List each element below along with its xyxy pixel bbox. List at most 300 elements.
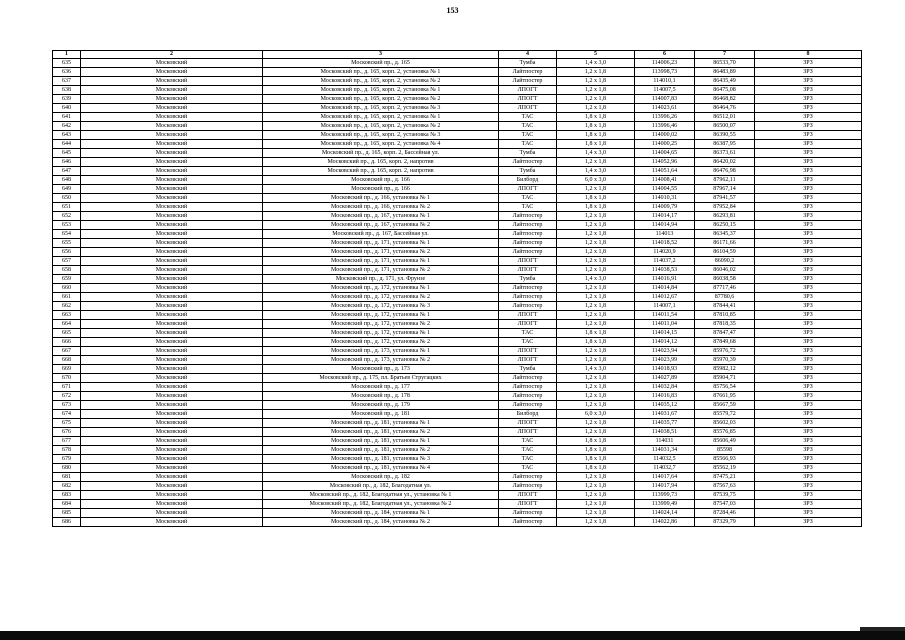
column-header: 3 xyxy=(263,51,499,59)
size-cell: 1,2 x 1,8 xyxy=(557,374,635,383)
coord-y-cell: 86390,55 xyxy=(695,131,755,140)
structure-type-cell: ТАС xyxy=(499,113,557,122)
address-cell: Московский пр., д. 172, установка № 1 xyxy=(263,311,499,320)
coord-x-cell: 114004,55 xyxy=(635,185,695,194)
row-number-cell: 640 xyxy=(53,104,81,113)
size-cell: 1,2 x 1,8 xyxy=(557,77,635,86)
structure-type-cell: Лайтпостер xyxy=(499,374,557,383)
row-number-cell: 637 xyxy=(53,77,81,86)
size-cell: 1,2 x 1,8 xyxy=(557,230,635,239)
coord-x-cell: 114018,52 xyxy=(635,239,695,248)
coord-x-cell: 114020,9 xyxy=(635,248,695,257)
structure-type-cell: ТАС xyxy=(499,455,557,464)
column-header: 8 xyxy=(755,51,862,59)
coord-y-cell: 85970,39 xyxy=(695,356,755,365)
district-cell: Московский xyxy=(81,365,263,374)
district-cell: Московский xyxy=(81,428,263,437)
zone-cell: ЗРЗ xyxy=(755,167,862,176)
coord-x-cell: 114017,64 xyxy=(635,473,695,482)
size-cell: 1,2 x 1,8 xyxy=(557,419,635,428)
coord-x-cell: 114035,77 xyxy=(635,419,695,428)
district-cell: Московский xyxy=(81,347,263,356)
zone-cell: ЗРЗ xyxy=(755,248,862,257)
zone-cell: ЗРЗ xyxy=(755,518,862,527)
table-row xyxy=(53,473,862,482)
structure-type-cell: Билборд xyxy=(499,176,557,185)
table-body xyxy=(53,59,862,527)
zone-cell: ЗРЗ xyxy=(755,509,862,518)
address-cell: Московский пр., д. 172, установка № 1 xyxy=(263,284,499,293)
address-cell: Московский пр., д. 173, установка № 2 xyxy=(263,356,499,365)
address-cell: Московский пр., д. 171, установка № 1 xyxy=(263,239,499,248)
coord-y-cell: 87329,79 xyxy=(695,518,755,527)
coord-y-cell: 87567,63 xyxy=(695,482,755,491)
coord-x-cell: 114008,41 xyxy=(635,176,695,185)
district-cell: Московский xyxy=(81,491,263,500)
row-number-cell: 666 xyxy=(53,338,81,347)
table-row xyxy=(53,383,862,392)
table-row xyxy=(53,437,862,446)
address-cell: Московский пр., д. 182, Благодатная ул., установка № 1 xyxy=(263,491,499,500)
coord-y-cell: 85566,93 xyxy=(695,455,755,464)
address-cell: Московский пр., д. 182, Благодатная ул. xyxy=(263,482,499,491)
zone-cell: ЗРЗ xyxy=(755,185,862,194)
coord-y-cell: 86373,61 xyxy=(695,149,755,158)
structure-type-cell: ЛПОГТ xyxy=(499,104,557,113)
coord-x-cell: 113999,73 xyxy=(635,491,695,500)
coord-y-cell: 86345,37 xyxy=(695,230,755,239)
district-cell: Московский xyxy=(81,401,263,410)
address-cell: Московский пр., д. 165, корп. 2, установка № 3 xyxy=(263,131,499,140)
size-cell: 1,2 x 1,8 xyxy=(557,95,635,104)
table-row xyxy=(53,68,862,77)
coord-x-cell: 114000,25 xyxy=(635,140,695,149)
coord-y-cell: 86293,81 xyxy=(695,212,755,221)
row-number-cell: 646 xyxy=(53,158,81,167)
row-number-cell: 683 xyxy=(53,491,81,500)
size-cell: 1,2 x 1,8 xyxy=(557,383,635,392)
column-header: 1 xyxy=(53,51,81,59)
coord-x-cell: 114010,1 xyxy=(635,77,695,86)
zone-cell: ЗРЗ xyxy=(755,131,862,140)
size-cell: 1,8 x 1,8 xyxy=(557,194,635,203)
coord-y-cell: 85982,12 xyxy=(695,365,755,374)
zone-cell: ЗРЗ xyxy=(755,149,862,158)
table-row xyxy=(53,329,862,338)
table-row xyxy=(53,401,862,410)
zone-cell: ЗРЗ xyxy=(755,464,862,473)
coord-x-cell: 114023,94 xyxy=(635,347,695,356)
coord-x-cell: 114006,23 xyxy=(635,59,695,68)
district-cell: Московский xyxy=(81,311,263,320)
size-cell: 1,2 x 1,8 xyxy=(557,482,635,491)
structure-type-cell: Лайтпостер xyxy=(499,158,557,167)
structure-type-cell: ТАС xyxy=(499,338,557,347)
column-header: 6 xyxy=(635,51,695,59)
row-number-cell: 641 xyxy=(53,113,81,122)
table-row xyxy=(53,221,862,230)
district-cell: Московский xyxy=(81,266,263,275)
address-cell: Московский пр., д. 165, корп. 2, установка № 1 xyxy=(263,86,499,95)
coord-y-cell: 87539,75 xyxy=(695,491,755,500)
size-cell: 1,2 x 1,8 xyxy=(557,221,635,230)
column-number-header-row xyxy=(53,51,862,59)
zone-cell: ЗРЗ xyxy=(755,113,862,122)
scan-bottom-edge xyxy=(0,631,905,640)
row-number-cell: 671 xyxy=(53,383,81,392)
coord-y-cell: 85756,54 xyxy=(695,383,755,392)
row-number-cell: 684 xyxy=(53,500,81,509)
structure-type-cell: ЛПОГТ xyxy=(499,347,557,356)
placement-table xyxy=(52,50,862,527)
coord-x-cell: 114011,04 xyxy=(635,320,695,329)
size-cell: 1,8 x 1,8 xyxy=(557,464,635,473)
district-cell: Московский xyxy=(81,320,263,329)
structure-type-cell: ТАС xyxy=(499,140,557,149)
structure-type-cell: Лайтпостер xyxy=(499,221,557,230)
table-row xyxy=(53,59,862,68)
size-cell: 1,4 x 3,0 xyxy=(557,365,635,374)
address-cell: Московский пр., д. 167, Бассейная ул. xyxy=(263,230,499,239)
zone-cell: ЗРЗ xyxy=(755,491,862,500)
address-cell: Московский пр., д. 166 xyxy=(263,176,499,185)
row-number-cell: 649 xyxy=(53,185,81,194)
address-cell: Московский пр., д. 165, корп. 2, установка № 2 xyxy=(263,95,499,104)
size-cell: 1,2 x 1,8 xyxy=(557,293,635,302)
zone-cell: ЗРЗ xyxy=(755,275,862,284)
row-number-cell: 657 xyxy=(53,257,81,266)
coord-x-cell: 114014,94 xyxy=(635,221,695,230)
structure-type-cell: Лайтпостер xyxy=(499,383,557,392)
size-cell: 1,8 x 1,8 xyxy=(557,113,635,122)
address-cell: Московский пр., д. 171, установка № 2 xyxy=(263,248,499,257)
size-cell: 1,2 x 1,8 xyxy=(557,347,635,356)
address-cell: Московский пр., д. 178 xyxy=(263,392,499,401)
coord-x-cell: 113998,73 xyxy=(635,68,695,77)
row-number-cell: 677 xyxy=(53,437,81,446)
size-cell: 1,2 x 1,8 xyxy=(557,104,635,113)
structure-type-cell: ЛПОГТ xyxy=(499,320,557,329)
coord-y-cell: 85904,71 xyxy=(695,374,755,383)
table-row xyxy=(53,185,862,194)
coord-x-cell: 114016,83 xyxy=(635,392,695,401)
address-cell: Московский пр., д. 181, установка № 1 xyxy=(263,419,499,428)
zone-cell: ЗРЗ xyxy=(755,140,862,149)
coord-y-cell: 87284,46 xyxy=(695,509,755,518)
row-number-cell: 656 xyxy=(53,248,81,257)
address-cell: Московский пр., д. 166, установка № 2 xyxy=(263,203,499,212)
coord-y-cell: 86475,08 xyxy=(695,86,755,95)
size-cell: 1,2 x 1,8 xyxy=(557,257,635,266)
table-row xyxy=(53,482,862,491)
table-row xyxy=(53,320,862,329)
table-row xyxy=(53,302,862,311)
size-cell: 6,0 x 3,0 xyxy=(557,176,635,185)
structure-type-cell: Тумба xyxy=(499,59,557,68)
coord-y-cell: 85602,03 xyxy=(695,419,755,428)
coord-y-cell: 87661,95 xyxy=(695,392,755,401)
row-number-cell: 670 xyxy=(53,374,81,383)
zone-cell: ЗРЗ xyxy=(755,455,862,464)
size-cell: 1,8 x 1,8 xyxy=(557,338,635,347)
row-number-cell: 643 xyxy=(53,131,81,140)
address-cell: Московский пр., д. 181, установка № 1 xyxy=(263,437,499,446)
row-number-cell: 648 xyxy=(53,176,81,185)
size-cell: 1,8 x 1,8 xyxy=(557,446,635,455)
table-row xyxy=(53,149,862,158)
address-cell: Московский пр., д. 171, установка № 1 xyxy=(263,257,499,266)
coord-y-cell: 86435,49 xyxy=(695,77,755,86)
coord-y-cell: 86171,66 xyxy=(695,239,755,248)
structure-type-cell: Лайтпостер xyxy=(499,239,557,248)
column-header: 5 xyxy=(557,51,635,59)
size-cell: 1,2 x 1,8 xyxy=(557,500,635,509)
coord-y-cell: 85606,49 xyxy=(695,437,755,446)
coord-x-cell: 114051,64 xyxy=(635,167,695,176)
district-cell: Московский xyxy=(81,167,263,176)
address-cell: Московский пр., д. 165, корп. 2, Бассейная ул. xyxy=(263,149,499,158)
table-row xyxy=(53,455,862,464)
table-row xyxy=(53,167,862,176)
table-row xyxy=(53,95,862,104)
size-cell: 1,2 x 1,8 xyxy=(557,86,635,95)
table-row xyxy=(53,410,862,419)
zone-cell: ЗРЗ xyxy=(755,176,862,185)
address-cell: Московский пр., д. 171, ул. Фрунзе xyxy=(263,275,499,284)
coord-x-cell: 114016,91 xyxy=(635,275,695,284)
row-number-cell: 675 xyxy=(53,419,81,428)
row-number-cell: 685 xyxy=(53,509,81,518)
district-cell: Московский xyxy=(81,482,263,491)
coord-y-cell: 85562,19 xyxy=(695,464,755,473)
structure-type-cell: Билборд xyxy=(499,410,557,419)
coord-y-cell: 86387,95 xyxy=(695,140,755,149)
size-cell: 1,2 x 1,8 xyxy=(557,212,635,221)
structure-type-cell: ТАС xyxy=(499,464,557,473)
row-number-cell: 659 xyxy=(53,275,81,284)
structure-type-cell: ЛПОГТ xyxy=(499,500,557,509)
table-row xyxy=(53,140,862,149)
table-row xyxy=(53,131,862,140)
address-cell: Московский пр., д. 167, установка № 2 xyxy=(263,221,499,230)
coord-y-cell: 86104,59 xyxy=(695,248,755,257)
structure-type-cell: Лайтпостер xyxy=(499,302,557,311)
table-row xyxy=(53,392,862,401)
size-cell: 1,2 x 1,8 xyxy=(557,248,635,257)
size-cell: 1,2 x 1,8 xyxy=(557,239,635,248)
coord-x-cell: 114014,15 xyxy=(635,329,695,338)
coord-x-cell: 114032,5 xyxy=(635,455,695,464)
coord-y-cell: 86046,02 xyxy=(695,266,755,275)
row-number-cell: 680 xyxy=(53,464,81,473)
zone-cell: ЗРЗ xyxy=(755,401,862,410)
district-cell: Московский xyxy=(81,122,263,131)
structure-type-cell: Лайтпостер xyxy=(499,284,557,293)
table-row xyxy=(53,293,862,302)
table-row xyxy=(53,194,862,203)
district-cell: Московский xyxy=(81,158,263,167)
structure-type-cell: Лайтпостер xyxy=(499,212,557,221)
address-cell: Московский пр., д. 165, корп. 2, установка № 4 xyxy=(263,140,499,149)
address-cell: Московский пр., д. 175, пл. Братьев Стругацких xyxy=(263,374,499,383)
district-cell: Московский xyxy=(81,104,263,113)
district-cell: Московский xyxy=(81,248,263,257)
row-number-cell: 661 xyxy=(53,293,81,302)
address-cell: Московский пр., д. 172, установка № 2 xyxy=(263,320,499,329)
address-cell: Московский пр., д. 177 xyxy=(263,383,499,392)
district-cell: Московский xyxy=(81,500,263,509)
zone-cell: ЗРЗ xyxy=(755,203,862,212)
coord-y-cell: 85579,72 xyxy=(695,410,755,419)
size-cell: 1,2 x 1,8 xyxy=(557,428,635,437)
table-row xyxy=(53,500,862,509)
address-cell: Московский пр., д. 184, установка № 1 xyxy=(263,509,499,518)
structure-type-cell: ТАС xyxy=(499,131,557,140)
zone-cell: ЗРЗ xyxy=(755,356,862,365)
district-cell: Московский xyxy=(81,86,263,95)
size-cell: 1,2 x 1,8 xyxy=(557,518,635,527)
coord-y-cell: 87810,85 xyxy=(695,311,755,320)
coord-x-cell: 114024,14 xyxy=(635,509,695,518)
coord-x-cell: 114007,83 xyxy=(635,95,695,104)
address-cell: Московский пр., д. 181 xyxy=(263,410,499,419)
table-row xyxy=(53,122,862,131)
district-cell: Московский xyxy=(81,176,263,185)
size-cell: 1,2 x 1,8 xyxy=(557,392,635,401)
coord-y-cell: 86090,2 xyxy=(695,257,755,266)
address-cell: Московский пр., д. 184, установка № 2 xyxy=(263,518,499,527)
structure-type-cell: ЛПОГТ xyxy=(499,419,557,428)
coord-x-cell: 114009,79 xyxy=(635,203,695,212)
coord-y-cell: 86420,02 xyxy=(695,158,755,167)
address-cell: Московский пр., д. 172, установка № 2 xyxy=(263,338,499,347)
district-cell: Московский xyxy=(81,194,263,203)
district-cell: Московский xyxy=(81,131,263,140)
row-number-cell: 647 xyxy=(53,167,81,176)
table-row xyxy=(53,374,862,383)
coord-y-cell: 87780,6 xyxy=(695,293,755,302)
zone-cell: ЗРЗ xyxy=(755,266,862,275)
district-cell: Московский xyxy=(81,437,263,446)
address-cell: Московский пр., д. 181, установка № 3 xyxy=(263,455,499,464)
district-cell: Московский xyxy=(81,302,263,311)
size-cell: 1,4 x 3,0 xyxy=(557,149,635,158)
document-sheet xyxy=(52,50,861,527)
zone-cell: ЗРЗ xyxy=(755,374,862,383)
coord-y-cell: 86512,01 xyxy=(695,113,755,122)
coord-y-cell: 85667,59 xyxy=(695,401,755,410)
district-cell: Московский xyxy=(81,185,263,194)
zone-cell: ЗРЗ xyxy=(755,365,862,374)
size-cell: 6,0 x 3,0 xyxy=(557,410,635,419)
address-cell: Московский пр., д. 165, корп. 2, установка № 2 xyxy=(263,122,499,131)
structure-type-cell: Тумба xyxy=(499,365,557,374)
size-cell: 1,2 x 1,8 xyxy=(557,158,635,167)
district-cell: Московский xyxy=(81,149,263,158)
coord-x-cell: 113996,26 xyxy=(635,113,695,122)
district-cell: Московский xyxy=(81,392,263,401)
table-row xyxy=(53,203,862,212)
coord-x-cell: 114031 xyxy=(635,437,695,446)
address-cell: Московский пр., д. 166, установка № 1 xyxy=(263,194,499,203)
coord-y-cell: 86464,76 xyxy=(695,104,755,113)
row-number-cell: 651 xyxy=(53,203,81,212)
table-row xyxy=(53,77,862,86)
size-cell: 1,8 x 1,8 xyxy=(557,131,635,140)
row-number-cell: 638 xyxy=(53,86,81,95)
structure-type-cell: Лайтпостер xyxy=(499,392,557,401)
zone-cell: ЗРЗ xyxy=(755,293,862,302)
row-number-cell: 653 xyxy=(53,221,81,230)
coord-x-cell: 114018,93 xyxy=(635,365,695,374)
row-number-cell: 682 xyxy=(53,482,81,491)
structure-type-cell: Лайтпостер xyxy=(499,509,557,518)
table-row xyxy=(53,365,862,374)
district-cell: Московский xyxy=(81,203,263,212)
zone-cell: ЗРЗ xyxy=(755,284,862,293)
district-cell: Московский xyxy=(81,374,263,383)
row-number-cell: 681 xyxy=(53,473,81,482)
coord-x-cell: 114011,54 xyxy=(635,311,695,320)
zone-cell: ЗРЗ xyxy=(755,122,862,131)
row-number-cell: 673 xyxy=(53,401,81,410)
row-number-cell: 669 xyxy=(53,365,81,374)
table-row xyxy=(53,266,862,275)
district-cell: Московский xyxy=(81,419,263,428)
structure-type-cell: Лайтпостер xyxy=(499,482,557,491)
size-cell: 1,2 x 1,8 xyxy=(557,509,635,518)
structure-type-cell: ТАС xyxy=(499,329,557,338)
coord-x-cell: 113996,46 xyxy=(635,122,695,131)
zone-cell: ЗРЗ xyxy=(755,383,862,392)
column-header: 7 xyxy=(695,51,755,59)
table-row xyxy=(53,248,862,257)
coord-y-cell: 85976,72 xyxy=(695,347,755,356)
address-cell: Московский пр., д. 172, установка № 2 xyxy=(263,293,499,302)
zone-cell: ЗРЗ xyxy=(755,68,862,77)
district-cell: Московский xyxy=(81,464,263,473)
structure-type-cell: ЛПОГТ xyxy=(499,491,557,500)
address-cell: Московский пр., д. 167, установка № 1 xyxy=(263,212,499,221)
address-cell: Московский пр., д. 165, корп. 2, установка № 1 xyxy=(263,68,499,77)
size-cell: 1,8 x 1,8 xyxy=(557,455,635,464)
structure-type-cell: Лайтпостер xyxy=(499,401,557,410)
district-cell: Московский xyxy=(81,383,263,392)
address-cell: Московский пр., д. 179 xyxy=(263,401,499,410)
table-row xyxy=(53,212,862,221)
row-number-cell: 642 xyxy=(53,122,81,131)
district-cell: Московский xyxy=(81,239,263,248)
size-cell: 1,4 x 3,0 xyxy=(557,275,635,284)
zone-cell: ЗРЗ xyxy=(755,86,862,95)
size-cell: 1,2 x 1,8 xyxy=(557,356,635,365)
coord-x-cell: 114014,17 xyxy=(635,212,695,221)
structure-type-cell: Лайтпостер xyxy=(499,230,557,239)
table-row xyxy=(53,419,862,428)
table-row xyxy=(53,275,862,284)
coord-y-cell: 86533,70 xyxy=(695,59,755,68)
table-row xyxy=(53,347,862,356)
district-cell: Московский xyxy=(81,446,263,455)
structure-type-cell: ТАС xyxy=(499,122,557,131)
row-number-cell: 644 xyxy=(53,140,81,149)
address-cell: Московский пр., д. 172, установка № 1 xyxy=(263,329,499,338)
zone-cell: ЗРЗ xyxy=(755,221,862,230)
structure-type-cell: ЛПОГТ xyxy=(499,311,557,320)
structure-type-cell: ЛПОГТ xyxy=(499,86,557,95)
structure-type-cell: ЛПОГТ xyxy=(499,428,557,437)
coord-x-cell: 114031,34 xyxy=(635,446,695,455)
